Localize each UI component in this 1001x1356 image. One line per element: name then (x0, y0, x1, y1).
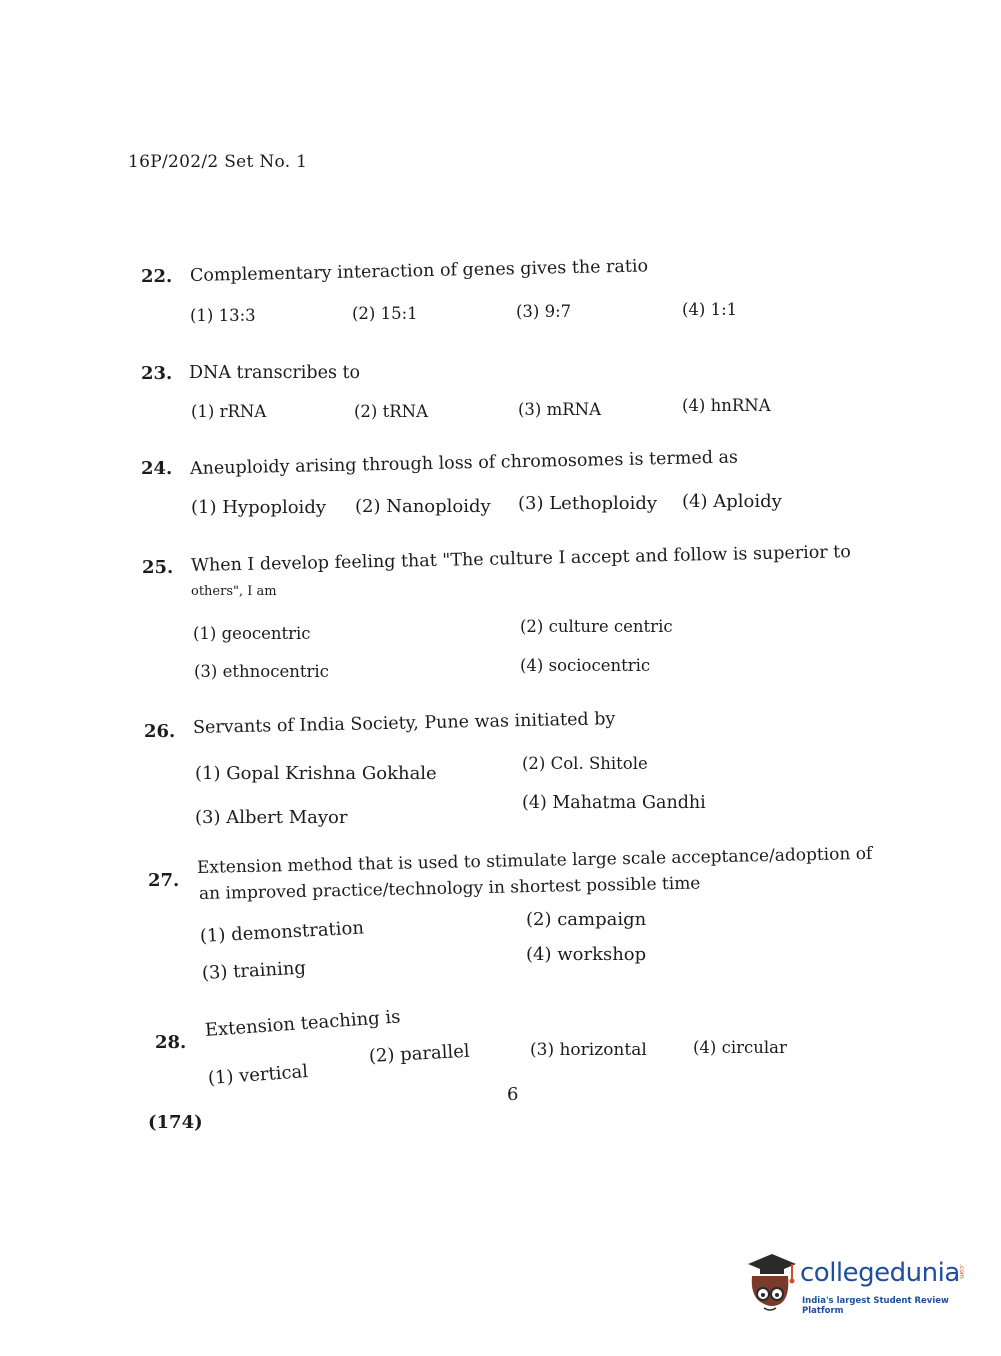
option-2: (2) campaign (526, 909, 647, 930)
set-label: 16P/202/2 Set No. 1 (128, 152, 308, 172)
option-2: (2) culture centric (520, 617, 673, 636)
option-3: (3) 9:7 (516, 302, 572, 321)
option-1: (1) Hypoploidy (191, 497, 327, 518)
question-text: Extension method that is used to stimulate large scale acceptance/adoption of (196, 843, 873, 878)
option-1: (1) rRNA (191, 402, 267, 421)
question-text: Aneuploidy arising through loss of chromosomes is termed as (189, 447, 739, 479)
question-text: Extension teaching is (204, 1006, 402, 1041)
logo-suffix: .com (958, 1264, 965, 1279)
option-3: (3) training (201, 957, 307, 984)
option-3: (3) ethnocentric (194, 662, 329, 681)
option-4: (4) sociocentric (520, 656, 651, 675)
option-4: (4) Mahatma Gandhi (522, 793, 706, 813)
option-2: (2) Col. Shitole (522, 754, 648, 773)
option-4: (4) circular (693, 1038, 787, 1057)
option-1: (1) Gopal Krishna Gokhale (195, 763, 437, 784)
question-number: 27. (148, 870, 180, 891)
question-text-continued: an improved practice/technology in shortest possible time (198, 873, 701, 904)
option-2: (2) tRNA (354, 402, 429, 421)
option-2: (2) Nanoploidy (355, 496, 491, 517)
option-1: (1) geocentric (193, 624, 311, 643)
question-number: 26. (144, 721, 176, 742)
option-3: (3) Lethoploidy (518, 493, 658, 514)
option-2: (2) 15:1 (352, 304, 418, 323)
question-text: Complementary interaction of genes gives the ratio (189, 256, 649, 286)
logo-wordmark: collegedunia (800, 1258, 960, 1288)
option-4: (4) Aploidy (682, 491, 782, 512)
option-4: (4) hnRNA (682, 396, 771, 415)
option-1: (1) vertical (207, 1061, 309, 1089)
question-number: 22. (141, 266, 173, 287)
collegedunia-logo (742, 1250, 972, 1320)
mascot-icon (742, 1250, 800, 1316)
booklet-code: (174) (148, 1112, 203, 1133)
question-text: When I develop feeling that "The culture I accept and follow is superior to (190, 542, 851, 576)
question-number: 25. (142, 557, 174, 578)
logo-tagline: India's largest Student Review Platform (802, 1296, 949, 1316)
option-3: (3) mRNA (518, 400, 602, 419)
option-4: (4) workshop (526, 944, 647, 965)
question-text-continued: others", I am (191, 584, 277, 599)
option-2: (2) parallel (368, 1040, 471, 1067)
question-text: Servants of India Society, Pune was initiated by (192, 709, 616, 738)
question-number: 24. (141, 458, 173, 479)
question-number: 28. (155, 1032, 187, 1053)
option-1: (1) 13:3 (190, 306, 256, 325)
question-number: 23. (141, 363, 173, 384)
option-1: (1) demonstration (199, 917, 365, 947)
page-number: 6 (507, 1084, 519, 1105)
option-4: (4) 1:1 (682, 300, 738, 319)
option-3: (3) horizontal (530, 1040, 647, 1060)
option-3: (3) Albert Mayor (195, 807, 348, 828)
question-text: DNA transcribes to (189, 363, 361, 383)
